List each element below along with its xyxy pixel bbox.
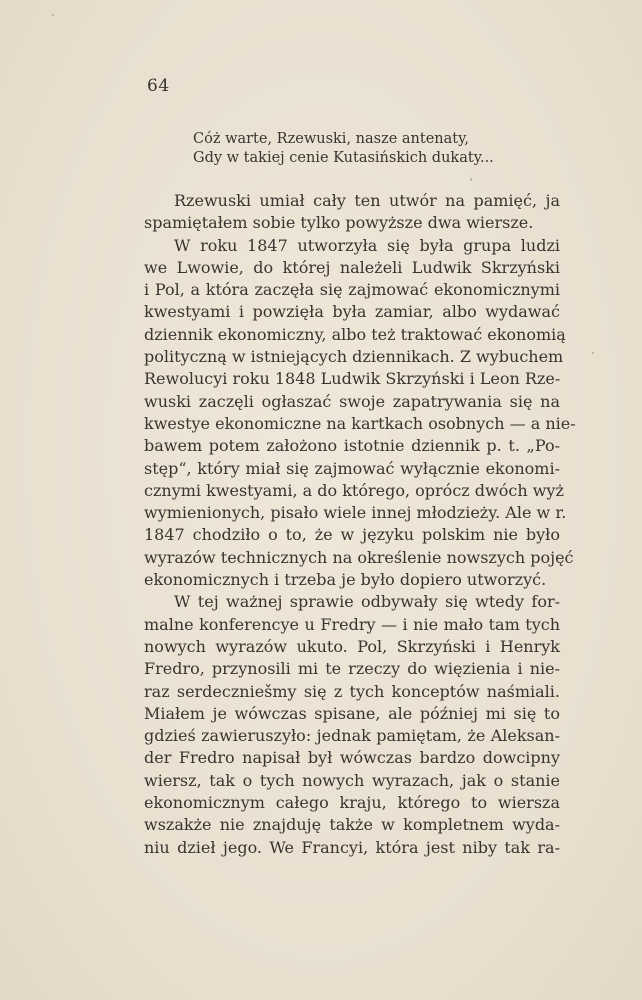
text-line: niu dzieł jego. We Francyi, która jest niby tak ra- [144,837,560,857]
text-line: kwestye ekonomiczne na kartkach osobnych — a nie- [144,413,576,433]
text-line: we Lwowie, do której należeli Ludwik Skrzyński [144,257,560,277]
body-text [144,190,576,859]
text-line: bawem potem założono istotnie dziennik p. t. „Po- [144,436,560,456]
text-line: gdzieś zawieruszyło: jednak pamiętam, że Aleksan- [144,726,560,746]
text-line: Rzewuski umiał cały ten utwór na pamięć, ja [174,191,560,210]
text-line: kwestyami i powzięła była zamiar, albo wydawać [144,302,560,322]
text-line: cznymi kwestyami, a do którego, oprócz dwóch wyż [144,480,564,500]
text-line: 1847 chodziło o to, że w języku polskim nie było [144,525,560,545]
text-line: wyrazów technicznych na określenie nowszych pojęć [144,547,574,567]
text-line: wuski zaczęli ogłaszać swoje zapatrywania się na [144,391,560,411]
text-line: i Pol, a która zaczęła się zajmować ekonomicznymi [144,280,560,300]
text-line: dziennik ekonomiczny, albo też traktować ekonomią [144,324,566,344]
text-line: nowych wyrazów ukuto. Pol, Skrzyński i Henryk [144,636,560,656]
text-line: W roku 1847 utworzyła się była grupa ludzi [174,235,560,255]
text-line: Miałem je wówczas spisane, ale później mi się to [144,703,560,723]
paper-speck [592,352,594,354]
text-line: polityczną w istniejących dziennikach. Z wybuchem [144,347,564,367]
text-line: der Fredro napisał był wówczas bardzo dowcipny [144,748,560,768]
text-line: W tej ważnej sprawie odbywały się wtedy for- [174,592,560,612]
text-line: Fredro, przynosili mi te rzeczy do więzienia i nie- [144,659,560,679]
verse-line-1: Cóż warte, Rzewuski, nasze antenaty, [193,131,469,147]
page-number: 64 [147,76,170,96]
paper-speck [52,14,54,16]
verse-line-2: Gdy w takiej cenie Kutasińskich dukaty... [193,150,494,166]
text-line: ekonomicznym całego kraju, którego to wiersza [144,793,560,813]
text-line: wszakże nie znajduję także w kompletnem wyda- [144,815,560,835]
text-line: ekonomicznych i trzeba je było dopiero utworzyć. [144,570,547,590]
paper-speck [470,178,472,181]
text-line: spamiętałem sobie tylko powyższe dwa wiersze. [144,213,534,233]
text-line: stęp“, który miał się zajmować wyłącznie ekonomi- [144,458,560,478]
text-line: malne konferencye u Fredry — i nie mało tam tych [144,614,560,634]
text-line: raz serdeczniešmy się z tych konceptów naśmiali. [144,681,560,701]
text-line: wymienionych, pisało wiele innej młodzieży. Ale w r. [144,503,567,523]
text-line: wiersz, tak o tych nowych wyrazach, jak o stanie [144,770,560,790]
text-line: Rewolucyi roku 1848 Ludwik Skrzyński i Leon Rze- [144,369,561,389]
verse-quote [193,130,494,168]
